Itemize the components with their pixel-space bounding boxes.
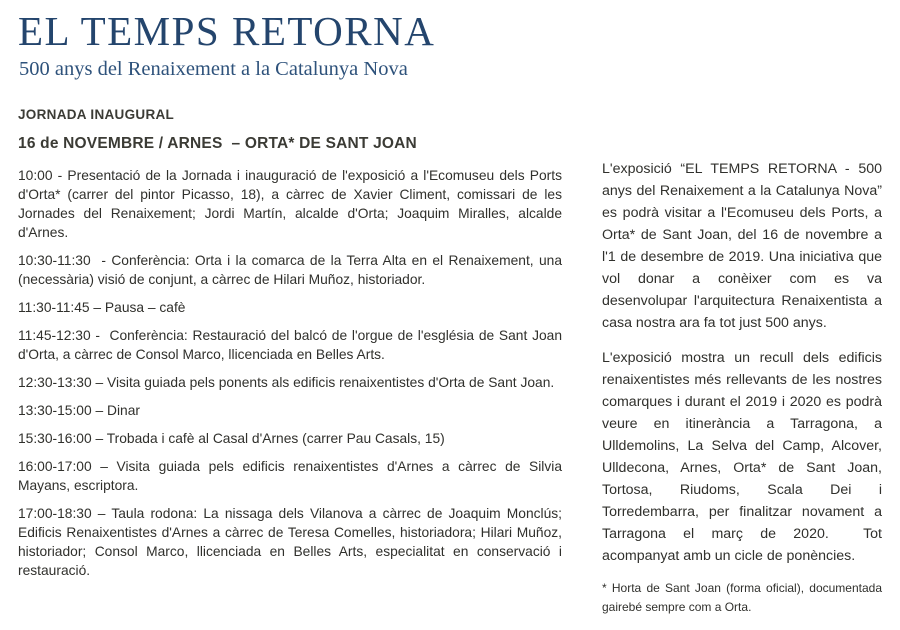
exposition-paragraph: L'exposició “EL TEMPS RETORNA - 500 anys del Renaixement a la Catalunya Nova” es podrà visitar a l'Ecomuseu dels Ports, a Orta* de Sant Joan, del 16 de novembre a l'1 de desembre de 2019. Una iniciativa que vol donar a conèixer com es va desenvolupar l'arquitectura Renaixentista a casa nostra ara fa tot just 500 anys. <box>602 161 882 331</box>
schedule-entry: 11:45-12:30 - Conferència: Restauració del balcó de l'orgue de l'església de Sant Joan d'Orta, a càrrec de Consol Marco, llicenciada en Belles Arts. <box>18 328 562 362</box>
exposition-column <box>602 107 882 630</box>
schedule-entry: 10:00 - Presentació de la Jornada i inauguració de l'exposició a l'Ecomuseu dels Ports d'Orta* (carrer del pintor Picasso, 18), a càrrec de Xavier Climent, comissari de les Jornades del Renaixement; Jordi Martín, alcalde d'Orta; Joaquim Miralles, alcalde d'Arnes. <box>18 168 562 240</box>
schedule-entry: 10:30-11:30 - Conferència: Orta i la comarca de la Terra Alta en el Renaixement, una (necessària) visió de conjunt, a càrrec de Hilari Muñoz, historiador. <box>18 253 562 287</box>
schedule-entry: 11:30-11:45 – Pausa – cafè <box>18 300 186 315</box>
exposition-paragraph: L'exposició mostra un recull dels edificis renaixentistes més rellevants de les nostres comarques i durant el 2019 i 2020 es podrà veure en itinerància a Tarragona, a Ulldemolins, La Selva del Camp, Alcover, Ulldecona, Arnes, Orta* de Sant Joan, Tortosa, Riudoms, Scala Dei i Torredembarra, per finalitzar novament a Tarragona el març de 2020. Tot acompanyat amb un cicle de ponències. <box>602 350 882 564</box>
page-title: EL TEMPS RETORNA <box>18 8 436 54</box>
schedule-entry: 15:30-16:00 – Trobada i cafè al Casal d'Arnes (carrer Pau Casals, 15) <box>18 431 445 446</box>
header <box>18 8 880 82</box>
day-heading: 16 de NOVEMBRE / ARNES – ORTA* DE SANT JOAN <box>18 135 417 152</box>
schedule-entry: 13:30-15:00 – Dinar <box>18 403 140 418</box>
schedule-entry: 12:30-13:30 – Visita guiada pels ponents als edificis renaixentistes d'Orta de Sant Joan. <box>18 375 555 390</box>
program-column <box>18 107 562 630</box>
schedule-entry: 16:00-17:00 – Visita guiada pels edificis renaixentistes d'Arnes a càrrec de Silvia Mayans, escriptora. <box>18 459 562 493</box>
page-subtitle: 500 anys del Renaixement a la Catalunya Nova <box>19 58 408 80</box>
section-heading: JORNADA INAUGURAL <box>18 107 175 122</box>
schedule-entry: 17:00-18:30 – Taula rodona: La nissaga dels Vilanova a càrrec de Joaquim Monclús; Edificis Renaixentistes d'Arnes a càrrec de Teresa Comelles, historiadora; Hilari Muñoz, historiador; Consol Marco, llicenciada en Belles Arts, especialitat en conservació i restauració. <box>18 506 562 578</box>
footnote: * Horta de Sant Joan (forma oficial), documentada gairebé sempre com a Orta. <box>602 581 882 614</box>
content-columns <box>18 107 880 630</box>
